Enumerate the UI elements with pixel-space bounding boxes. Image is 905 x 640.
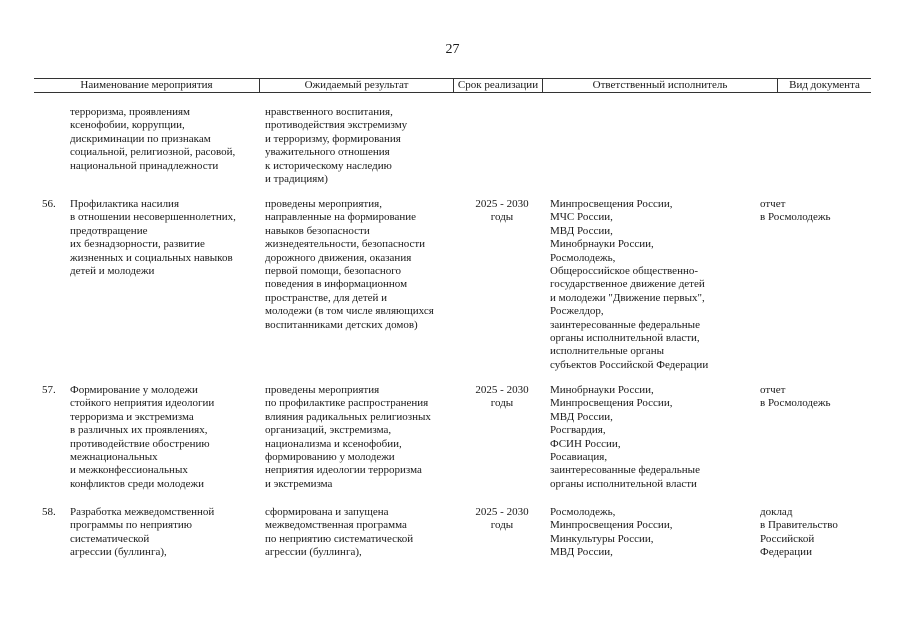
row-name: Профилактика насилия в отношении несовершеннолетних, предотвращение их безнадзорности, развитие жизненных и социальных навыков детей и молодежи (70, 198, 236, 278)
table-header (34, 78, 871, 93)
row-result: проведены мероприятия, направленные на формирование навыков безопасности жизнедеятельности, безопасности дорожного движения, оказания первой помощи, безопасного поведения в информационном пространстве, для детей и молодежи (в том числе являющихся воспитанниками детских домов) (265, 198, 434, 331)
row-name: Формирование у молодежи стойкого неприятия идеологии терроризма и экстремизма в различных их проявлениях, противодействие обострению межнациональных и межконфессиональных конфликтов среди молодежи (70, 384, 215, 490)
row-doc-type: доклад в Правительство Российской Федерации (760, 506, 838, 559)
row-doc-type: отчет в Росмолодежь (760, 384, 831, 410)
row-executor: Минобрнауки России, Минпросвещения России, МВД России, Росгвардия, ФСИН России, Росавиация, заинтересованные федеральные органы исполнительной власти (550, 384, 700, 490)
row-name: терроризма, проявлениям ксенофобии, коррупции, дискриминации по признакам социальной, религиозной, расовой, национальной принадлежности (70, 106, 236, 172)
column-header-doc-type: Вид документа (789, 79, 860, 91)
row-result: нравственного воспитания, противодействия экстремизму и терроризму, формирования уважительного отношения к историческому наследию и традициям) (265, 106, 408, 186)
column-header-executor: Ответственный исполнитель (543, 79, 778, 92)
row-term: 2025 - 2030 годы (475, 506, 529, 532)
row-number: 56. (42, 198, 56, 210)
row-term: 2025 - 2030 годы (475, 198, 529, 224)
column-header-term: Срок реализации (454, 79, 543, 92)
row-term: 2025 - 2030 годы (475, 384, 529, 410)
row-result: проведены мероприятия по профилактике распространения влияния радикальных религиозных организаций, экстремизма, национализма и ксенофобии, формированию у молодежи неприятия идеологии терроризма и экстремизма (265, 384, 431, 490)
row-executor: Росмолодежь, Минпросвещения России, Минкультуры России, МВД России, (550, 506, 673, 559)
row-doc-type: отчет в Росмолодежь (760, 198, 831, 224)
row-number: 57. (42, 384, 56, 396)
row-result: сформирована и запущена межведомственная программа по неприятию систематической агрессии (буллинга), (265, 506, 414, 559)
page-number: 27 (445, 42, 460, 57)
row-number: 58. (42, 506, 56, 518)
column-header-name: Наименование мероприятия (34, 79, 260, 92)
row-executor: Минпросвещения России, МЧС России, МВД России, Минобрнауки России, Росмолодежь, Общероссийское общественно- государственное движение детей и молодежи "Движение первых", Росжелдор, заинтересованные федеральные органы исполнительной власти, исполнительные органы субъектов Российской Федерации (550, 198, 709, 371)
column-header-result: Ожидаемый результат (260, 79, 454, 92)
row-name: Разработка межведомственной программы по неприятию систематической агрессии (буллинга), (70, 506, 215, 559)
